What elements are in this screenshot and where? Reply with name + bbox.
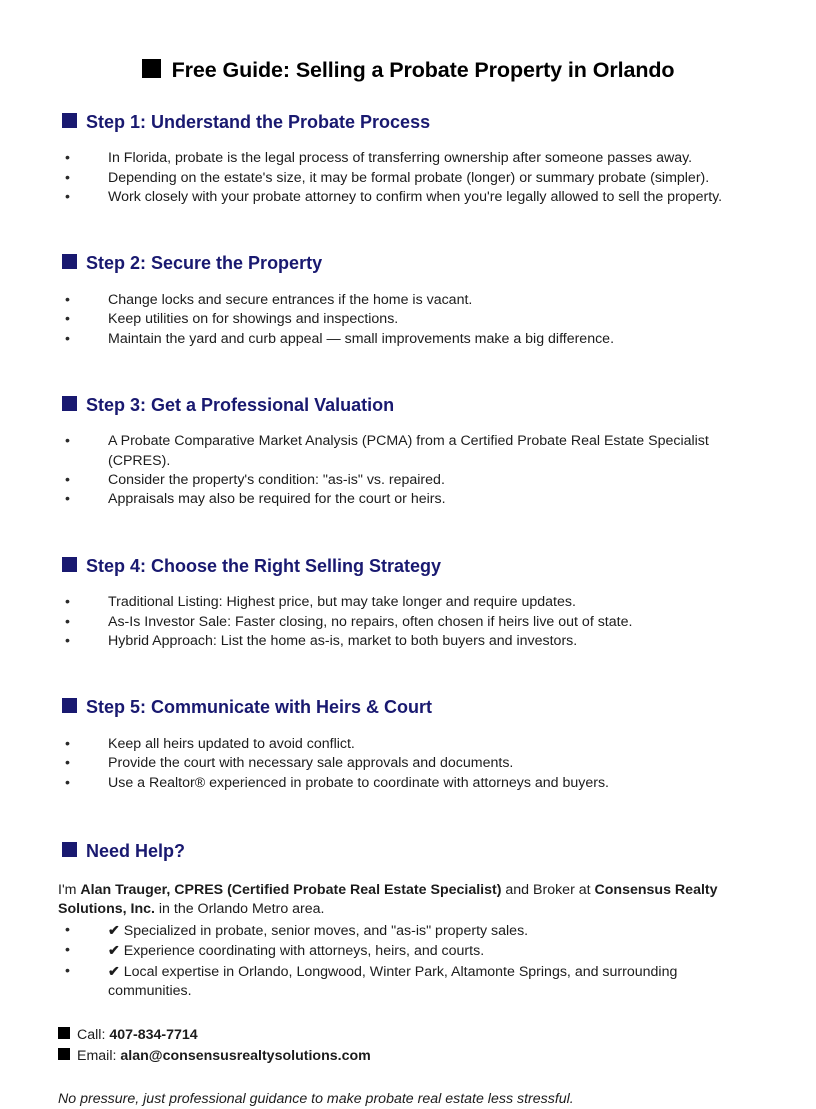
list-item (65, 291, 816, 310)
list-item (65, 632, 816, 651)
page-title (0, 0, 816, 83)
list-item-text: Maintain the yard and curb appeal — small improvements make a big difference. (108, 330, 615, 347)
list-item-text: In Florida, probate is the legal process of transferring ownership after someone passes away. (108, 150, 693, 167)
heading-square-icon (62, 113, 77, 128)
list-item (65, 310, 816, 329)
list-item (65, 613, 816, 632)
list-item-text: Local expertise in Orlando, Longwood, Winter Park, Altamonte Springs, and surrounding communities. (108, 963, 678, 999)
bullet-dot-icon: • (65, 169, 70, 186)
section-heading-step-2 (62, 253, 816, 274)
bullet-dot-icon: • (65, 755, 70, 772)
section-heading-text: Step 3: Get a Professional Valuation (86, 394, 395, 415)
section-heading-step-1 (62, 112, 816, 133)
section-list-step-4 (0, 593, 816, 651)
section-list-step-3 (0, 432, 816, 509)
list-item-text: Provide the court with necessary sale approvals and documents. (108, 755, 514, 772)
list-item-text: Specialized in probate, senior moves, and "as-is" property sales. (123, 923, 529, 940)
heading-square-icon (62, 557, 77, 572)
list-item (65, 169, 816, 188)
section-heading-text: Need Help? (86, 840, 186, 861)
list-item-text: Keep utilities on for showings and inspections. (108, 311, 399, 328)
bullet-dot-icon: • (65, 291, 70, 308)
heading-square-icon (62, 254, 77, 269)
list-item-text: A Probate Comparative Market Analysis (PCMA) from a Certified Probate Real Estate Specialist (CPRES). (108, 433, 709, 469)
list-item-text: Change locks and secure entrances if the home is vacant. (108, 291, 473, 308)
phone-number[interactable]: 407-834-7714 (109, 1027, 198, 1044)
list-item (65, 921, 816, 941)
bullet-dot-icon: • (65, 922, 70, 939)
bullet-dot-icon: • (65, 433, 70, 450)
list-item (65, 188, 816, 207)
call-label: Call: (77, 1027, 106, 1044)
section-list-step-1 (0, 149, 816, 207)
section-heading-text: Step 5: Communicate with Heirs & Court (86, 697, 433, 718)
list-item (65, 941, 816, 961)
list-item-text: As-Is Investor Sale: Faster closing, no repairs, often chosen if heirs live out of state. (108, 613, 633, 630)
list-item (65, 754, 816, 773)
list-item-text: Keep all heirs updated to avoid conflict. (108, 735, 355, 752)
list-item (65, 330, 816, 349)
list-item (65, 593, 816, 612)
list-item-text: Hybrid Approach: List the home as-is, market to both buyers and investors. (108, 632, 578, 649)
bullet-dot-icon: • (65, 962, 70, 979)
page-title-text: Free Guide: Selling a Probate Property in Orlando (171, 58, 675, 82)
bio-company-name: Consensus Realty Solutions, Inc. (58, 881, 718, 918)
bullet-dot-icon: • (65, 774, 70, 791)
section-heading-text: Step 4: Choose the Right Selling Strategy (86, 555, 442, 576)
bullet-dot-icon: • (65, 594, 70, 611)
title-square-icon (142, 59, 161, 78)
section-list-step-2 (0, 291, 816, 349)
heading-square-icon (62, 842, 77, 857)
bullet-dot-icon: • (65, 735, 70, 752)
section-heading-step-5 (62, 697, 816, 718)
contact-square-icon (58, 1027, 70, 1039)
contact-phone-line (58, 1025, 816, 1046)
bullet-dot-icon: • (65, 330, 70, 347)
section-heading-text: Step 2: Secure the Property (86, 253, 323, 274)
bullet-dot-icon: • (65, 150, 70, 167)
section-heading-text: Step 1: Understand the Probate Process (86, 111, 431, 132)
section-list-step-5 (0, 735, 816, 793)
section-heading-step-3 (62, 395, 816, 416)
list-item (65, 149, 816, 168)
section-heading-step-4 (62, 556, 816, 577)
list-item (65, 432, 816, 471)
list-item-text: Use a Realtor® experienced in probate to coordinate with attorneys and buyers. (108, 774, 609, 791)
bullet-dot-icon: • (65, 491, 70, 508)
list-item-text: Appraisals may also be required for the court or heirs. (108, 491, 446, 508)
list-item (65, 962, 816, 1002)
email-address[interactable]: alan@consensusrealtysolutions.com (120, 1048, 371, 1065)
bio-text-part-3: in the Orlando Metro area. (154, 901, 325, 918)
benefits-list (0, 921, 816, 1001)
contact-square-icon (58, 1048, 70, 1060)
bio-paragraph (58, 881, 758, 921)
check-icon: ✔ (108, 942, 120, 959)
list-item (65, 490, 816, 509)
bullet-dot-icon: • (65, 311, 70, 328)
bio-text-part-1: I'm (58, 881, 81, 898)
email-label: Email: (77, 1048, 117, 1065)
heading-square-icon (62, 396, 77, 411)
check-icon: ✔ (108, 922, 120, 939)
list-item-text: Traditional Listing: Highest price, but may take longer and require updates. (108, 594, 576, 611)
bullet-dot-icon: • (65, 188, 70, 205)
section-heading-need-help (62, 841, 816, 862)
list-item (65, 774, 816, 793)
contact-block (58, 1025, 816, 1067)
check-icon: ✔ (108, 962, 120, 979)
bullet-dot-icon: • (65, 942, 70, 959)
list-item-text: Experience coordinating with attorneys, heirs, and courts. (123, 943, 485, 960)
list-item-text: Work closely with your probate attorney to confirm when you're legally allowed to sell the property. (108, 188, 723, 205)
bio-text-part-2: and Broker at (501, 881, 595, 898)
bullet-dot-icon: • (65, 613, 70, 630)
list-item-text: Depending on the estate's size, it may be formal probate (longer) or summary probate (simpler). (108, 169, 710, 186)
bio-name-credential: Alan Trauger, CPRES (Certified Probate Real Estate Specialist) (80, 881, 502, 898)
list-item (65, 735, 816, 754)
list-item-text: Consider the property's condition: "as-is" vs. repaired. (108, 472, 445, 489)
heading-square-icon (62, 698, 77, 713)
bullet-dot-icon: • (65, 632, 70, 649)
contact-email-line (58, 1046, 816, 1067)
list-item (65, 471, 816, 490)
bullet-dot-icon: • (65, 472, 70, 489)
closing-note: No pressure, just professional guidance to make probate real estate less stressful. (58, 1091, 574, 1108)
